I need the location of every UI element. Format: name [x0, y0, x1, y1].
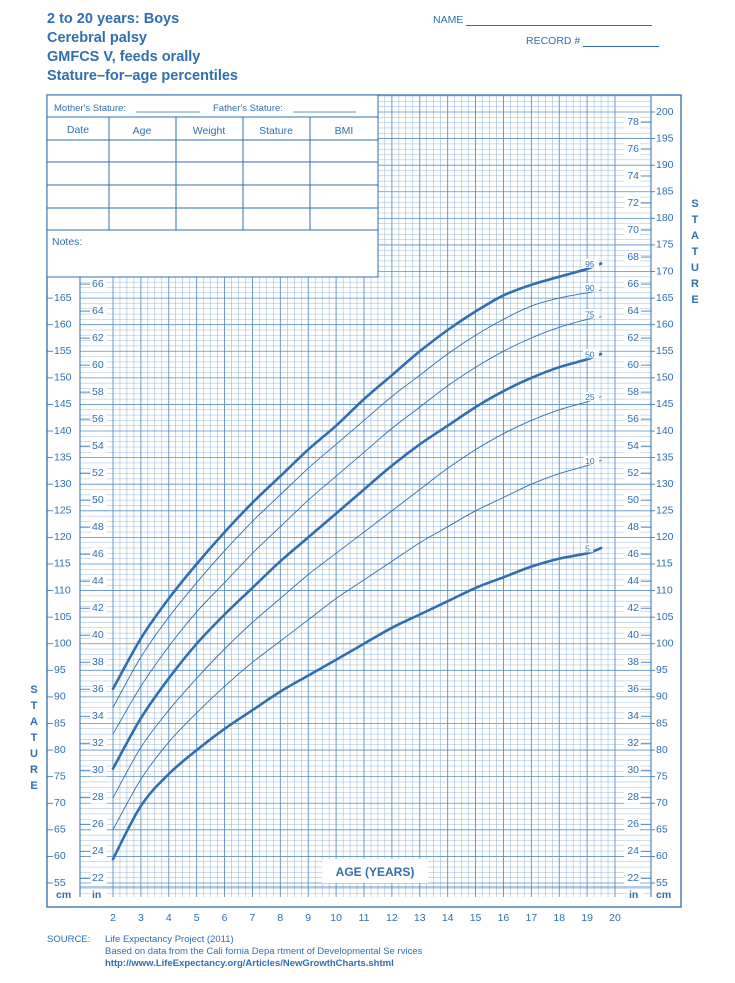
side-letter: T	[30, 700, 38, 712]
in-tick-label-left: 54	[92, 439, 104, 452]
source-note	[47, 934, 422, 970]
cm-tick-label-left: 100	[54, 637, 72, 650]
col-bmi: BMI	[334, 125, 354, 137]
cm-tick-label-right: 65	[656, 823, 668, 836]
cm-tick-label-right: 105	[656, 610, 674, 623]
percentile-label-75: 75	[585, 309, 595, 320]
percentile-label-10: 10	[585, 455, 595, 466]
cm-tick-label-right: 135	[656, 451, 674, 464]
cm-tick-label-right: 75	[656, 770, 668, 783]
in-tick-label-right: 70	[627, 223, 639, 236]
in-tick-label-right: 38	[627, 656, 639, 669]
cm-tick-label-left: 140	[54, 424, 72, 437]
source-line-1: Life Expectancy Project (2011)	[105, 934, 234, 945]
cm-tick-label-left: 135	[54, 451, 72, 464]
in-tick-label-right: 62	[627, 331, 639, 344]
in-tick-label-left: 32	[92, 737, 104, 750]
cm-tick-label-left: 160	[54, 318, 72, 331]
in-tick-label-left: 48	[92, 520, 104, 533]
cm-tick-label-left: 105	[54, 610, 72, 623]
cm-tick-label-right: 115	[656, 557, 673, 570]
cm-tick-label-left: 65	[54, 823, 66, 836]
in-unit-right: in	[629, 888, 639, 901]
title-line-4: Stature–for–age percentiles	[47, 68, 238, 84]
in-tick-label-left: 50	[92, 493, 104, 506]
in-tick-label-left: 66	[92, 277, 104, 290]
in-tick-label-left: 64	[92, 304, 104, 317]
in-tick-label-left: 52	[92, 466, 104, 479]
cm-tick-label-right: 70	[656, 797, 668, 810]
cm-tick-label-left: 75	[54, 770, 66, 783]
cm-tick-label-right: 185	[656, 185, 674, 198]
in-tick-label-right: 56	[627, 412, 639, 425]
cm-tick-label-right: 140	[656, 424, 674, 437]
cm-tick-label-right: 80	[656, 743, 668, 756]
in-tick-label-left: 22	[92, 872, 104, 885]
x-tick-label: 11	[358, 912, 370, 924]
cm-tick-label-right: 120	[656, 531, 674, 544]
percentile-label-90: 90	[585, 283, 595, 294]
in-tick-label-left: 44	[92, 574, 104, 587]
cm-tick-label-left: 155	[54, 345, 72, 358]
x-tick-label: 15	[469, 912, 482, 924]
cm-tick-label-right: 130	[656, 477, 674, 490]
cm-tick-label-left: 125	[54, 504, 72, 517]
x-tick-label: 19	[581, 912, 593, 924]
cm-tick-label-right: 95	[656, 664, 668, 677]
source-label: SOURCE:	[47, 934, 91, 945]
col-stature: Stature	[259, 125, 293, 137]
in-tick-label-right: 48	[627, 520, 639, 533]
in-tick-label-right: 74	[627, 169, 639, 182]
x-tick-label: 10	[330, 912, 342, 924]
x-tick-label: 7	[249, 912, 256, 924]
x-tick-label: 20	[609, 912, 621, 924]
x-tick-label: 8	[277, 912, 284, 924]
side-letter: T	[691, 246, 699, 258]
x-tick-label: 4	[165, 912, 172, 924]
x-tick-label: 17	[525, 912, 538, 924]
x-tick-label: 12	[386, 912, 398, 924]
x-tick-label: 9	[305, 912, 312, 924]
in-tick-label-right: 76	[627, 142, 639, 155]
cm-tick-label-right: 155	[656, 345, 674, 358]
source-url[interactable]: http://www.LifeExpectancy.org/Articles/NewGrowthCharts.shtml	[105, 958, 394, 969]
cm-tick-label-left: 95	[54, 664, 66, 677]
in-tick-label-right: 28	[627, 791, 639, 804]
percentile-label-5: 5	[585, 543, 590, 554]
cm-tick-label-left: 150	[54, 371, 72, 384]
cm-tick-label-right: 145	[656, 398, 674, 411]
in-tick-label-left: 34	[92, 710, 104, 723]
cm-tick-label-left: 110	[54, 584, 71, 597]
cm-tick-label-left: 55	[54, 876, 66, 889]
in-tick-label-right: 30	[627, 764, 639, 777]
x-tick-label: 6	[221, 912, 228, 924]
title-line-2: Cerebral palsy	[47, 30, 147, 46]
in-tick-label-left: 46	[92, 547, 104, 560]
mother-stature-label: Mother's Stature:	[54, 103, 127, 114]
x-tick-label: 2	[110, 912, 116, 924]
in-tick-label-left: 26	[92, 818, 104, 831]
cm-tick-label-right: 150	[656, 371, 674, 384]
side-letter: T	[30, 732, 38, 744]
title-line-1: 2 to 20 years: Boys	[47, 11, 180, 27]
cm-tick-label-right: 60	[656, 850, 668, 863]
x-axis-title	[322, 859, 428, 883]
in-tick-label-right: 58	[627, 385, 639, 398]
side-letter: E	[30, 780, 38, 792]
x-tick-label: 14	[441, 912, 454, 924]
in-tick-label-left: 58	[92, 385, 104, 398]
name-label: NAME	[433, 14, 464, 26]
in-tick-label-right: 64	[627, 304, 639, 317]
x-axis-label: AGE (YEARS)	[335, 865, 415, 879]
x-tick-label: 13	[413, 912, 426, 924]
side-letter: A	[30, 716, 38, 728]
cm-tick-label-right: 175	[656, 238, 674, 251]
cm-tick-label-left: 145	[54, 398, 72, 411]
cm-tick-label-right: 165	[656, 291, 674, 304]
x-tick-label: 5	[193, 912, 200, 924]
side-letter: R	[30, 764, 38, 776]
in-tick-label-right: 24	[627, 845, 639, 858]
in-tick-label-right: 36	[627, 683, 639, 696]
x-tick-label: 18	[553, 912, 566, 924]
in-tick-label-right: 78	[627, 115, 639, 128]
side-title-right	[688, 196, 702, 308]
in-tick-label-left: 38	[92, 656, 104, 669]
percentile-labels	[583, 259, 599, 554]
cm-tick-label-left: 60	[54, 850, 66, 863]
cm-tick-label-right: 195	[656, 132, 674, 145]
side-letter: U	[30, 748, 38, 760]
record-label: RECORD #	[526, 35, 581, 47]
cm-tick-label-left: 80	[54, 743, 66, 756]
cm-tick-label-left: 130	[54, 477, 72, 490]
cm-tick-label-right: 90	[656, 690, 668, 703]
cm-tick-label-right: 190	[656, 158, 674, 171]
percentile-label-25: 25	[585, 392, 595, 403]
col-weight: Weight	[192, 125, 226, 137]
patient-table	[47, 95, 378, 277]
side-letter: T	[691, 214, 699, 226]
in-tick-label-left: 62	[92, 331, 104, 344]
cm-tick-label-left: 90	[54, 690, 66, 703]
in-tick-label-right: 42	[627, 601, 639, 614]
in-tick-label-right: 54	[627, 439, 639, 452]
in-tick-label-left: 42	[92, 601, 104, 614]
side-letter: R	[691, 278, 699, 290]
col-age: Age	[132, 125, 152, 137]
cm-tick-label-right: 170	[656, 265, 674, 278]
source-line-2: Based on data from the Cali fornia Depa rtment of Developmental Se rvices	[105, 946, 423, 957]
cm-tick-label-right: 55	[656, 876, 668, 889]
side-title-left	[27, 682, 41, 794]
in-tick-label-left: 30	[92, 764, 104, 777]
in-tick-label-right: 60	[627, 358, 639, 371]
cm-tick-label-right: 180	[656, 212, 674, 225]
in-tick-label-left: 28	[92, 791, 104, 804]
in-tick-label-left: 56	[92, 412, 104, 425]
cm-tick-label-right: 110	[656, 584, 673, 597]
in-tick-label-right: 52	[627, 466, 639, 479]
title-line-3: GMFCS V, feeds orally	[47, 49, 201, 65]
x-tick-label: 3	[137, 912, 144, 924]
cm-unit-left: cm	[56, 888, 72, 901]
side-letter: U	[691, 262, 699, 274]
in-unit-left: in	[92, 888, 102, 901]
in-tick-label-right: 44	[627, 574, 639, 587]
in-tick-label-left: 40	[92, 628, 104, 641]
cm-tick-label-left: 120	[54, 531, 72, 544]
cm-tick-label-right: 200	[656, 105, 674, 118]
side-letter: A	[691, 230, 699, 242]
percentile-label-50: 50	[585, 349, 595, 360]
father-stature-label: Father's Stature:	[213, 103, 283, 114]
x-tick-label: 16	[497, 912, 510, 924]
in-tick-label-right: 66	[627, 277, 639, 290]
cm-tick-label-right: 100	[656, 637, 674, 650]
in-tick-label-right: 32	[627, 737, 639, 750]
col-date: Date	[66, 124, 90, 136]
in-tick-label-left: 24	[92, 845, 104, 858]
side-letter: E	[691, 294, 699, 306]
in-tick-label-right: 50	[627, 493, 639, 506]
in-tick-label-left: 36	[92, 683, 104, 696]
cm-tick-label-left: 115	[54, 557, 71, 570]
in-tick-label-right: 46	[627, 547, 639, 560]
in-tick-label-right: 40	[627, 628, 639, 641]
in-tick-label-right: 22	[627, 872, 639, 885]
cm-tick-label-right: 85	[656, 717, 668, 730]
side-letter: S	[691, 198, 699, 210]
cm-tick-label-left: 165	[54, 291, 72, 304]
cm-tick-label-left: 70	[54, 797, 66, 810]
cm-unit-right: cm	[656, 888, 672, 901]
in-tick-label-right: 34	[627, 710, 639, 723]
in-tick-label-right: 72	[627, 196, 639, 209]
cm-tick-label-right: 160	[656, 318, 674, 331]
cm-tick-label-left: 85	[54, 717, 66, 730]
in-tick-label-right: 68	[627, 250, 639, 263]
in-tick-label-left: 60	[92, 358, 104, 371]
percentile-label-95: 95	[585, 259, 595, 270]
in-tick-label-right: 26	[627, 818, 639, 831]
notes-label: Notes:	[52, 236, 83, 248]
cm-tick-label-right: 125	[656, 504, 674, 517]
side-letter: S	[30, 684, 38, 696]
